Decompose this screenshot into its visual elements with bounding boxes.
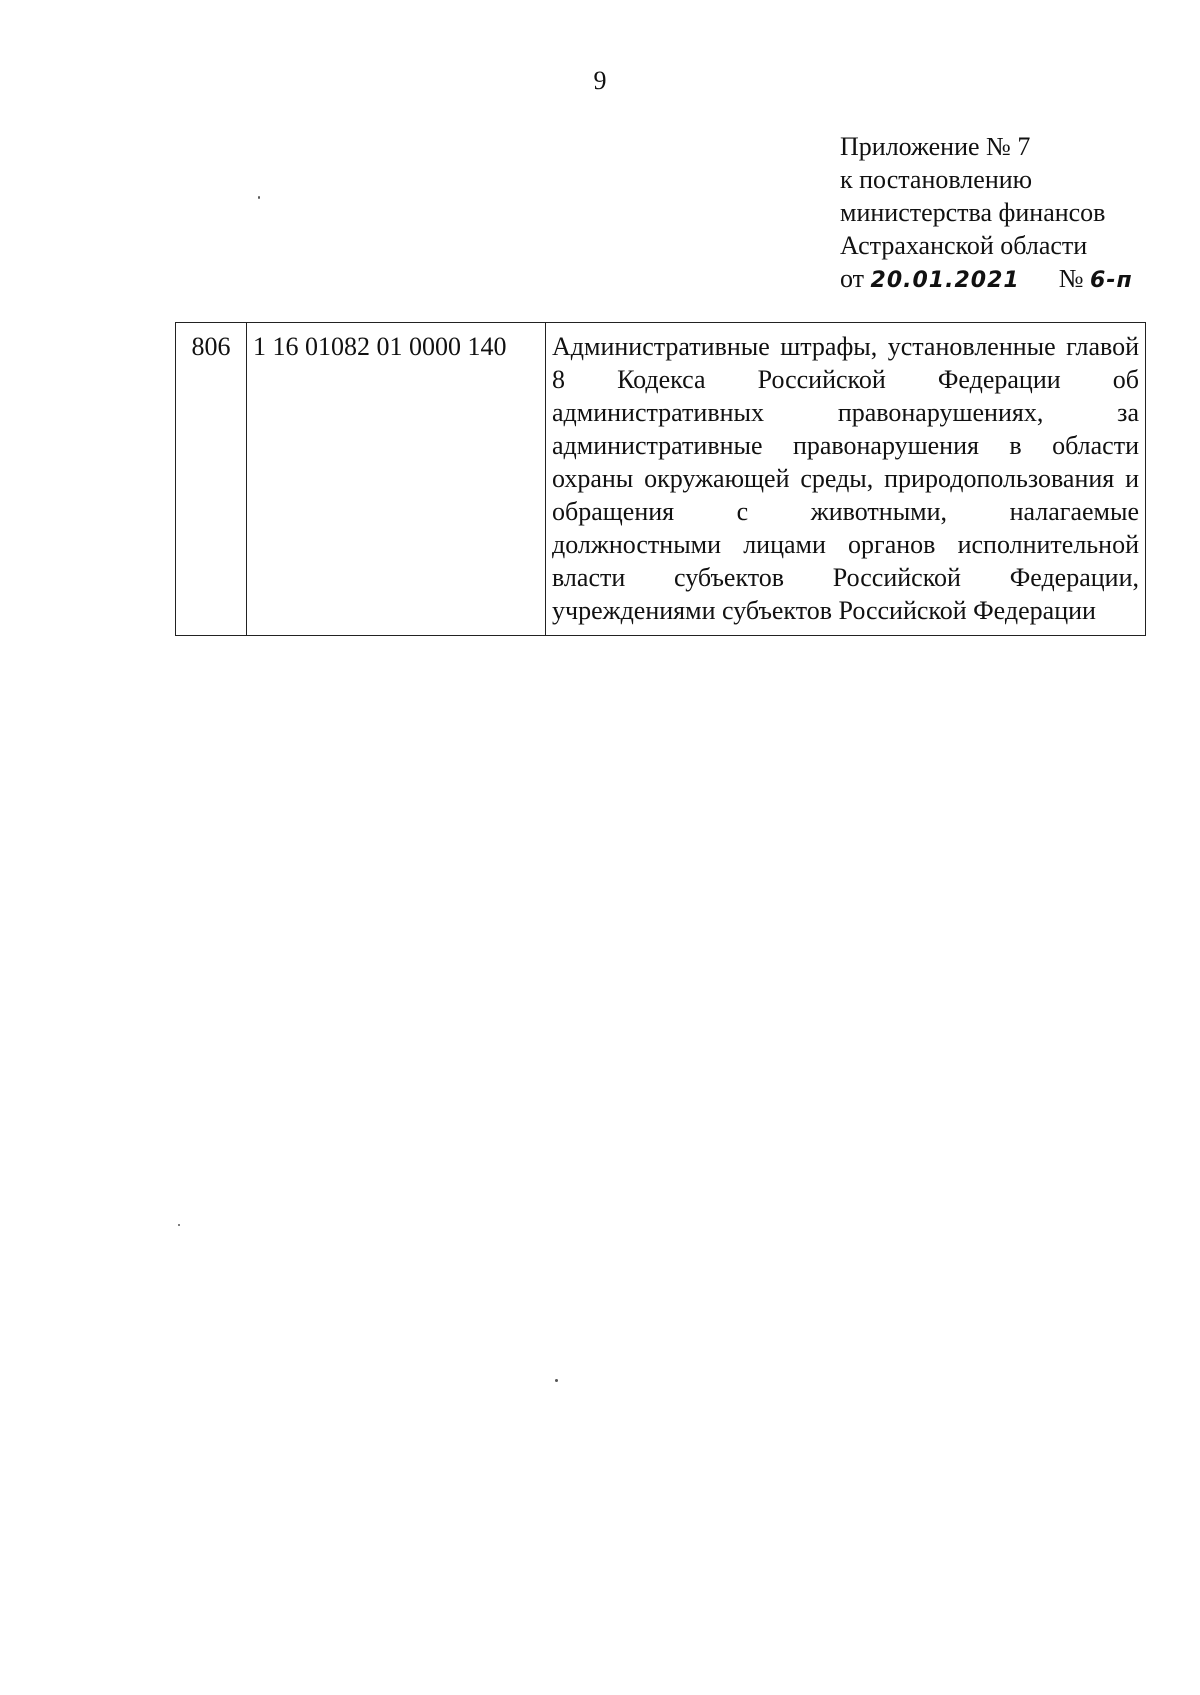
table-row — [176, 323, 1146, 636]
appendix-region: Астраханской области — [840, 231, 1088, 260]
scan-speck — [555, 1379, 558, 1382]
revenue-codes-table — [175, 322, 1146, 636]
appendix-ministry: министерства финансов — [840, 198, 1106, 227]
scan-speck — [258, 196, 260, 199]
handwritten-date: 20.01.2021 — [870, 268, 1020, 293]
handwritten-number: 6-п — [1090, 268, 1133, 293]
page-number: 9 — [593, 66, 607, 95]
appendix-resolution-ref: к постановлению — [840, 165, 1033, 194]
budget-code-cell: 1 16 01082 01 0000 140 — [247, 323, 546, 636]
date-prefix: от — [840, 264, 865, 293]
number-prefix: № — [1058, 264, 1084, 293]
description-cell: Административные штрафы, установленные главой 8 Кодекса Российской Федерации об административных правонарушениях, за административные правонарушения в области охраны окружающей среды, природопользования и обращения с животными, налагаемые должностными лицами органов исполнительной власти субъектов Российской Федерации, учреждениями субъектов Российской Федерации — [546, 323, 1146, 636]
appendix-title: Приложение № 7 — [840, 132, 1031, 161]
admin-code-cell: 806 — [176, 323, 247, 636]
appendix-header — [840, 130, 1133, 297]
appendix-date-line — [840, 262, 1133, 297]
scan-speck — [178, 1224, 180, 1226]
